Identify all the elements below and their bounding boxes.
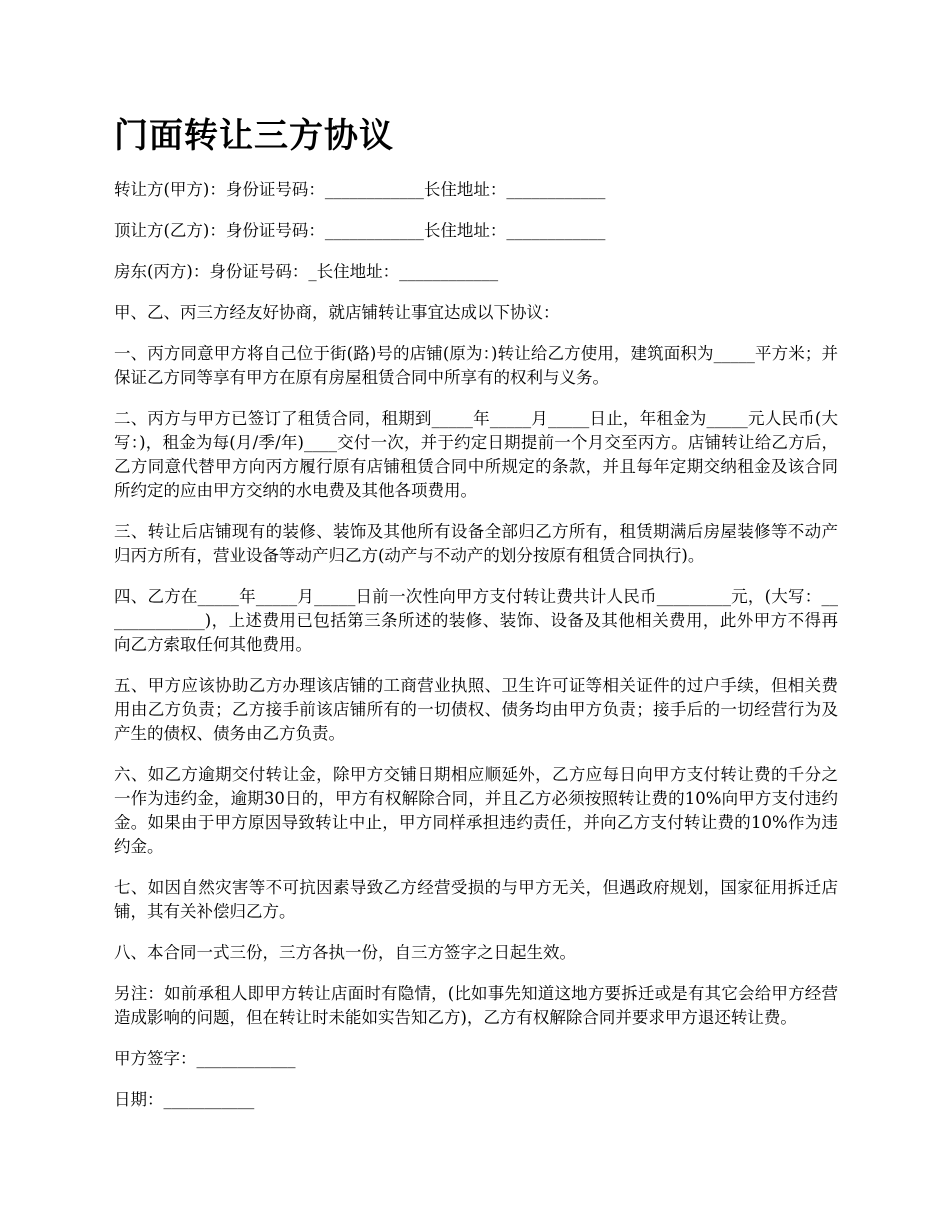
additional-note: 另注：如前承租人即甲方转让店面时有隐情，(比如事先知道这地方要拆迁或是有其它会给甲方经营造成影响的问题，但在转让时未能如实告知乙方)，乙方有权解除合同并要求甲方退还转让费。 [114, 984, 838, 1027]
clause-5: 五、甲方应该协助乙方办理该店铺的工商营业执照、卫生许可证等相关证件的过户手续，但相关费用由乙方负责；乙方接手前该店铺所有的一切债权、债务均由甲方负责；接手后的一切经营行为及产生的债权、债务由乙方负责。 [114, 676, 838, 743]
document-body [114, 112, 838, 1129]
clause-6: 六、如乙方逾期交付转让金，除甲方交铺日期相应顺延外，乙方应每日向甲方支付转让费的千分之一作为违约金，逾期30日的，甲方有权解除合同，并且乙方必须按照转让费的10%向甲方支付违约金。如果由于甲方原因导致转让中止，甲方同样承担违约责任，并向乙方支付转让费的10%作为违约金。 [114, 765, 838, 856]
party-b-line: 顶让方(乙方)：身份证号码：____________长住地址：____________ [114, 221, 606, 240]
clause-8: 八、本合同一式三份，三方各执一份，自三方签字之日起生效。 [114, 943, 576, 962]
clause-3: 三、转让后店铺现有的装修、装饰及其他所有设备全部归乙方所有，租赁期满后房屋装修等不动产归丙方所有，营业设备等动产归乙方(动产与不动产的划分按原有租赁合同执行)。 [114, 522, 838, 565]
party-a-line: 转让方(甲方)：身份证号码：____________长住地址：____________ [114, 180, 606, 199]
document-title: 门面转让三方协议 [114, 116, 394, 156]
clause-7: 七、如因自然灾害等不可抗因素导致乙方经营受损的与甲方无关，但遇政府规划，国家征用拆迁店铺，其有关补偿归乙方。 [114, 878, 838, 921]
agreement-intro: 甲、乙、丙三方经友好协商，就店铺转让事宜达成以下协议： [114, 303, 560, 322]
clause-4: 四、乙方在_____年_____月_____日前一次性向甲方支付转让费共计人民币_________元，(大写：_____________)，上述费用已包括第三条所述的装修、装饰、设备及其他相关费用，此外甲方不得再向乙方索取任何其他费用。 [114, 587, 838, 654]
party-c-line: 房东(丙方)：身份证号码：_长住地址：____________ [114, 262, 499, 281]
clause-1: 一、丙方同意甲方将自己位于街(路)号的店铺(原为：)转让给乙方使用，建筑面积为_____平方米；并保证乙方同等享有甲方在原有房屋租赁合同中所享有的权利与义务。 [114, 344, 838, 387]
clause-2: 二、丙方与甲方已签订了租赁合同，租期到_____年_____月_____日止，年租金为_____元人民币(大写：)，租金为每(月/季/年)____交付一次，并于约定日期提前一个月交至丙方。店铺转让给乙方后，乙方同意代替甲方向丙方履行原有店铺租赁合同中所规定的条款，并且每年定期交纳租金及该合同所约定的应由甲方交纳的水电费及其他各项费用。 [114, 409, 838, 500]
party-a-signature-line: 甲方签字：____________ [114, 1049, 296, 1068]
date-line: 日期：___________ [114, 1090, 255, 1109]
